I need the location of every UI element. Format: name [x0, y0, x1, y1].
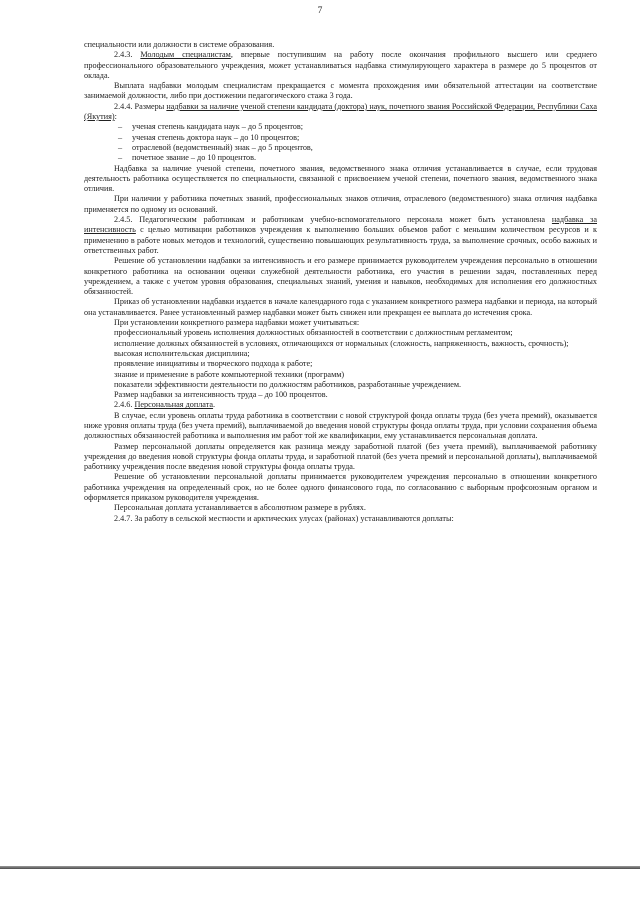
paragraph: показатели эффективности деятельности по должностям работников, разработанные учреждением.	[114, 379, 462, 389]
paragraph-personal-bonus: 2.4.6. Персональная доплата.	[114, 400, 216, 410]
paragraph: 2.4.7. За работу в сельской местности и арктических улусах (районах) устанавливаются доплаты:	[114, 513, 454, 523]
paragraph: При наличии у работника почетных званий, профессиональных знаков отличия, отраслевого (ведомственного) знака отличия надбавка применяется по одному из оснований.	[84, 194, 597, 214]
paragraph: Размер надбавки за интенсивность труда – до 100 процентов.	[114, 390, 328, 400]
list-item: – ученая степень кандидата наук – до 5 процентов;	[118, 122, 304, 132]
paragraph: В случае, если уровень оплаты труда работника в соответствии с новой структурой фонда оплаты труда (без учета премий), оказывается ниже уровня оплаты труда (без учета премий), выплачиваемой до введения новой структуры фонда оплаты труда, при условии сохранения объема должностных обязанностей работника и выполнения им работ той же квалификации, ему устанавливается персональная доплата.	[84, 410, 597, 441]
paragraph: проявление инициативы и творческого подхода к работе;	[114, 359, 313, 369]
paragraph: Размер персональной доплаты определяется как разница между заработной платой (без учета премий), выплачиваемой работнику учреждения до введения новой структуры фонда оплаты труда, и заработной платой (без учета премий и персональной доплаты), выплачиваемой работнику учреждения после введения новой структуры фонда оплаты труда.	[84, 441, 597, 472]
page-number: 7	[317, 6, 323, 16]
paragraph: исполнение должных обязанностей в условиях, отличающихся от нормальных (сложность, напряженность, важность, срочность);	[114, 338, 569, 348]
list-item: – отраслевой (ведомственный) знак – до 5 процентов,	[118, 142, 313, 152]
paragraph: Выплата надбавки молодым специалистам прекращается с момента прохождения ими обязательной аттестации на соответствие занимаемой должности, либо при достижении педагогического стажа 3 года.	[84, 81, 597, 101]
paragraph: профессиональный уровень исполнения должностных обязанностей в соответствии с должностным регламентом;	[114, 328, 513, 338]
paragraph: Решение об установлении персональной доплаты принимается руководителем учреждения персонально в отношении конкретного работника учреждения на определенный срок, но не более одного финансового года, по согласованию с выборным профсоюзным органом и оформляется приказом руководителя учреждения.	[84, 472, 597, 503]
paragraph-young-specialists: 2.4.3. Молодым специалистам, впервые поступившим на работу после окончания профильного высшего или среднего профессионального образовательного учреждения, может устанавливаться надбавка стимулирующего характера в размере до 5 процентов от оклада.	[84, 50, 597, 80]
list-item: – ученая степень доктора наук – до 10 процентов;	[118, 132, 300, 142]
page-bottom-edge	[0, 866, 640, 869]
paragraph: специальности или должности в системе образования.	[84, 40, 275, 49]
paragraph: Персональная доплата устанавливается в абсолютном размере в рублях.	[114, 503, 366, 513]
paragraph: знание и применение в работе компьютерной техники (программ)	[114, 369, 345, 379]
list-item: – почетное звание – до 10 процентов.	[118, 153, 257, 163]
paragraph: При установлении конкретного размера надбавки может учитываться:	[114, 318, 360, 328]
paragraph: Решение об установлении надбавки за интенсивность и его размере принимается руководителем учреждения персонально в отношении конкретного работника на основании оценки служебной деятельности работника, его участия в решении задач, поставленных перед учреждением, а также с учетом уровня образования, специальных знаний, умения и навыков, необходимых для исполнения его должностных обязанностей.	[84, 256, 597, 297]
paragraph-degree-allowance: 2.4.4. Размеры надбавки за наличие ученой степени кандидата (доктора) наук, почетного звания Российской Федерации, Республики Саха (Якутия):	[84, 101, 597, 122]
document-body	[84, 40, 597, 524]
paragraph: Приказ об установлении надбавки издается в начале календарного года с указанием конкретного размера надбавки и периода, на который она устанавливается. Ранее установленный размер надбавки может быть снижен или прекращен ее выплата до истечения срока.	[84, 297, 597, 317]
paragraph-intensity-allowance: 2.4.5. Педагогическим работникам и работникам учебно-вспомогательного персонала может быть установлена надбавка за интенсивность с целью мотивации работников учреждения к выполнению больших объемов работ с меньшим количеством ресурсов и к применению в работе новых методов и технологий, существенно повышающих результативность труда, за выполнение срочных, особо важных и ответственных работ.	[84, 215, 597, 255]
paragraph: Надбавка за наличие ученой степени, почетного звания, ведомственного знака отличия устанавливается в случае, если трудовая деятельность работника осуществляется по специальности, связанной с присвоением ученой степени, почетного звания, ведомственного знака отличия.	[84, 163, 597, 194]
paragraph: высокая исполнительская дисциплина;	[114, 348, 250, 358]
